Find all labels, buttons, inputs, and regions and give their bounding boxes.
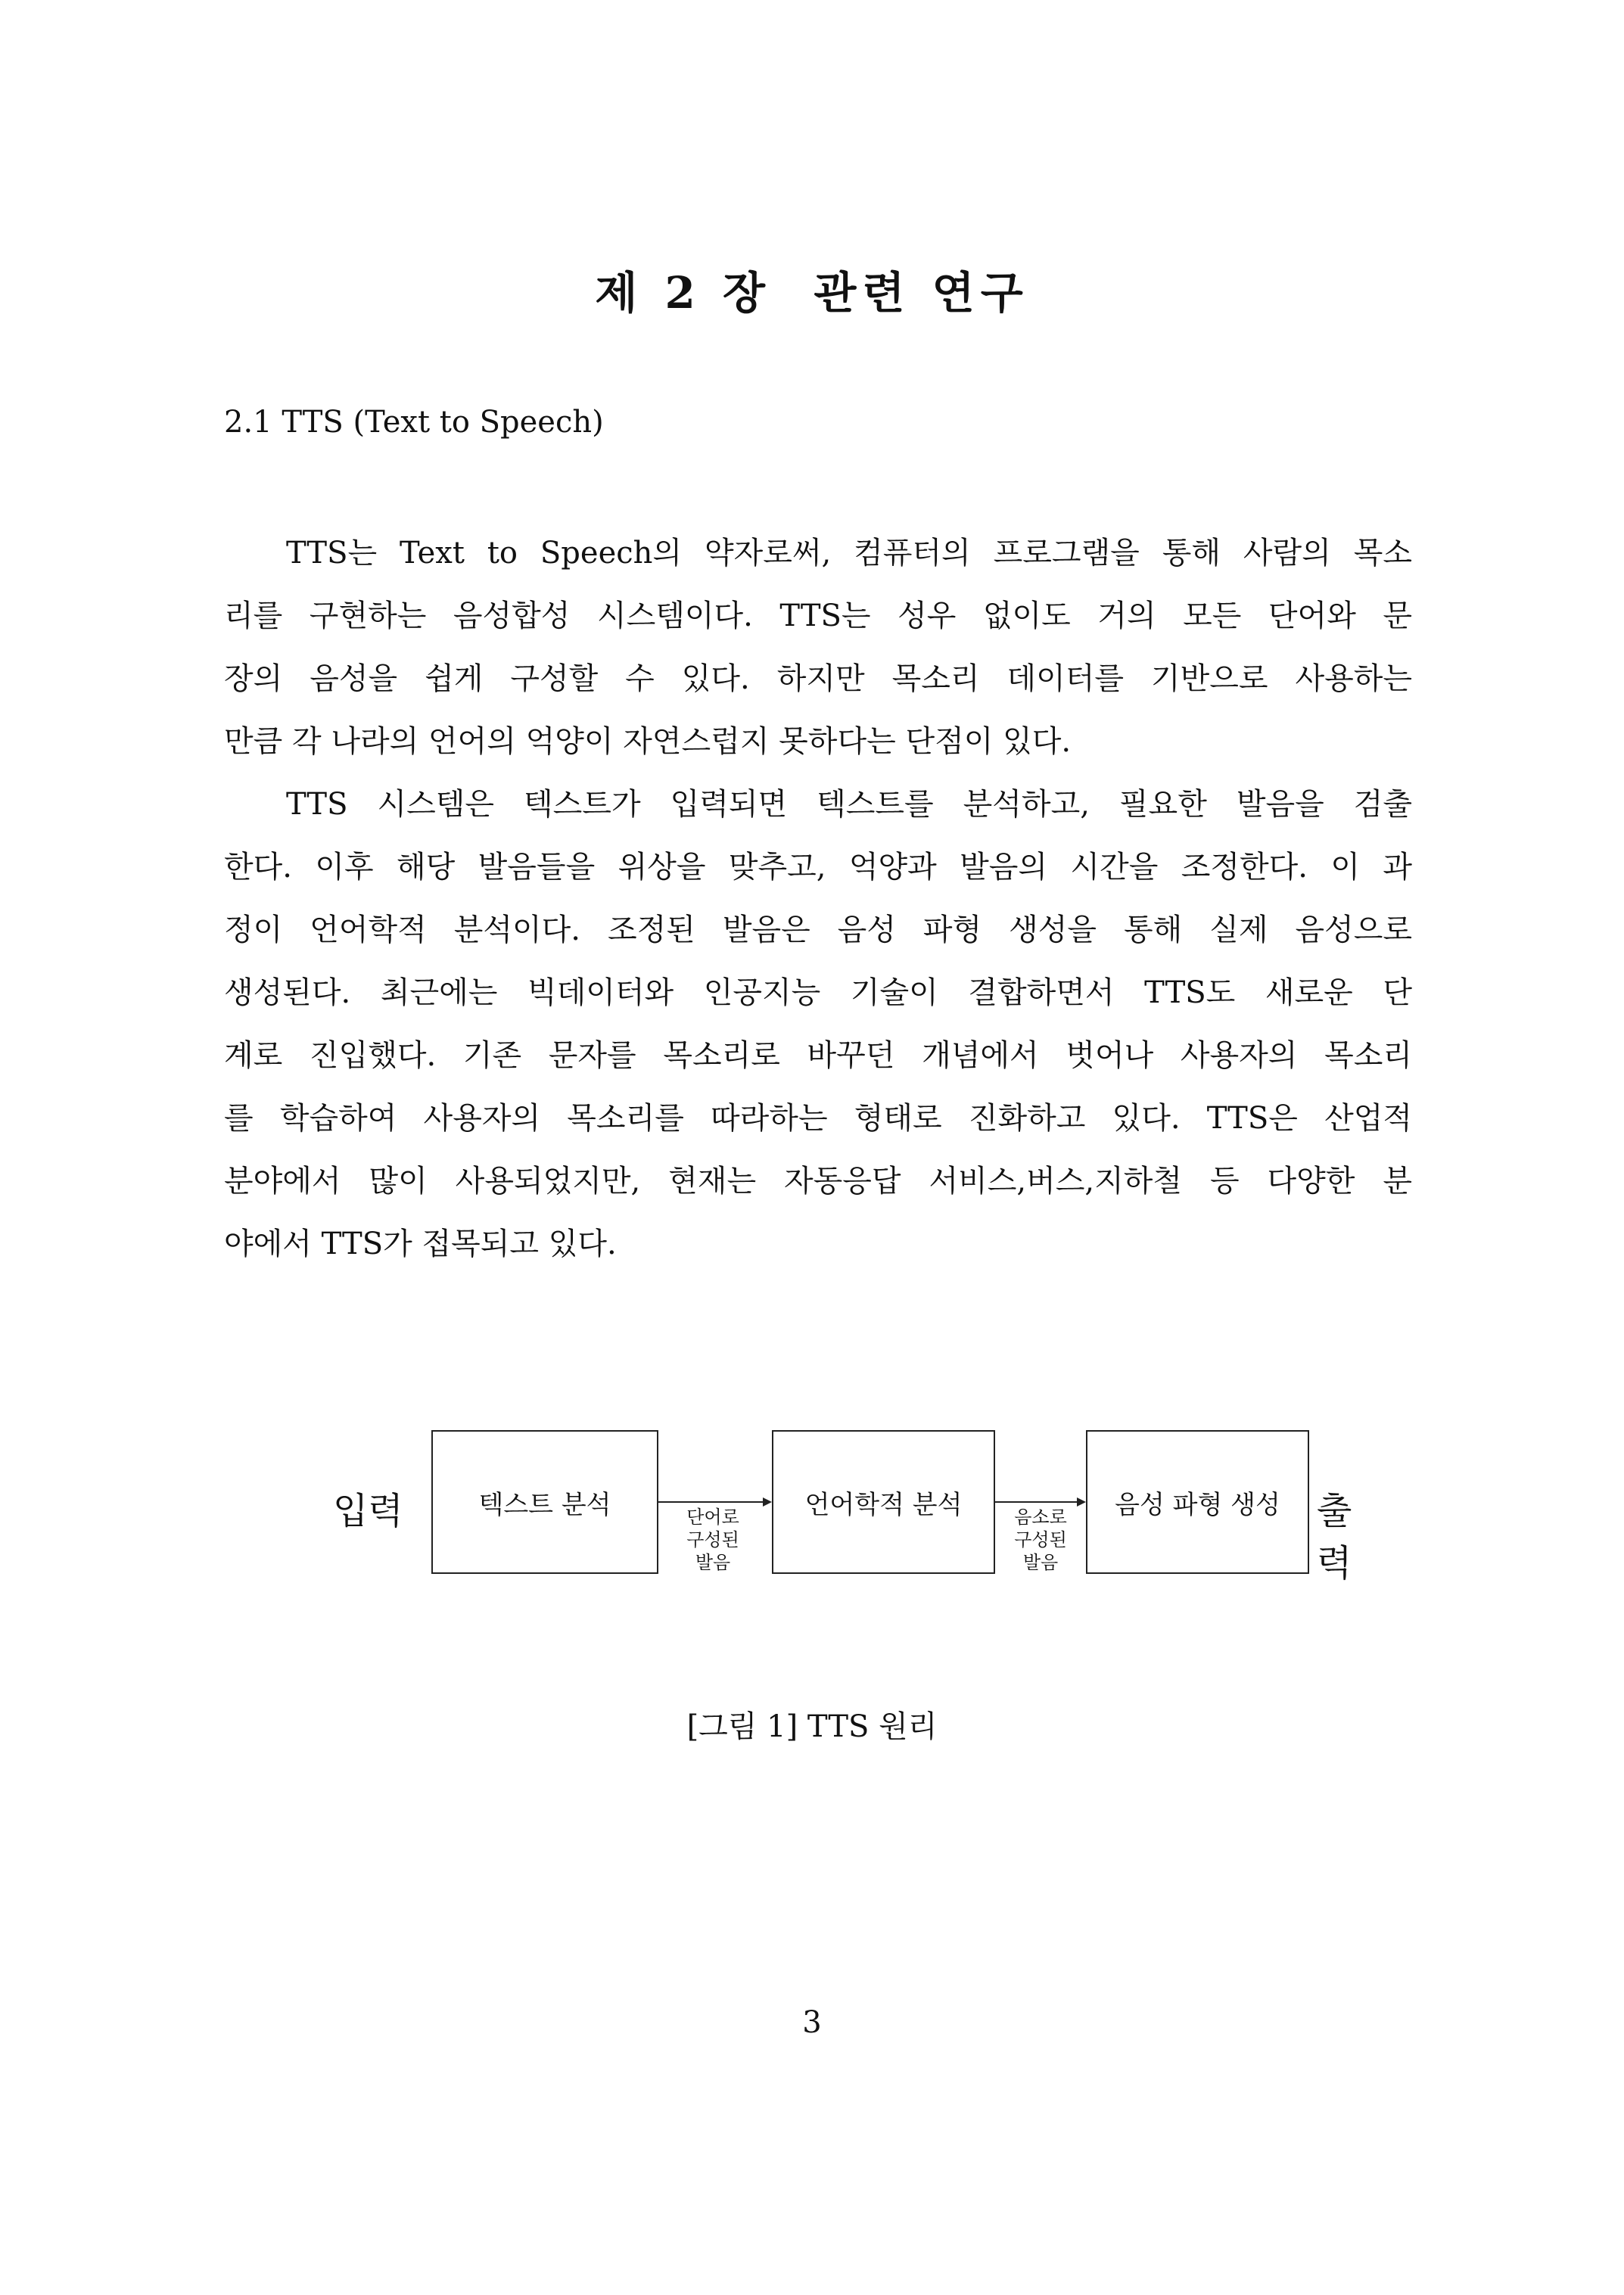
figure-caption: [그림 1] TTS 원리 (686, 1709, 938, 1744)
chapter-title: 제 2 장 관련 연구 (595, 267, 1029, 319)
linguistic-analysis-box (772, 1430, 995, 1574)
paragraph-2 (224, 773, 1412, 1276)
arrow-label-line: 구성된 (686, 1529, 739, 1550)
paragraph-line: 야에서 TTS가 접목되고 있다. (224, 1227, 617, 1261)
paragraph-line: TTS 시스템은 텍스트가 입력되면 텍스트를 분석하고, 필요한 발음을 검출 (286, 787, 1412, 822)
paragraph-line: 한다. 이후 해당 발음들을 위상을 맞추고, 억양과 발음의 시간을 조정한다. 이 과 (224, 850, 1412, 885)
paragraph-line: 리를 구현하는 음성합성 시스템이다. TTS는 성우 없이도 거의 모든 단어와 문 (224, 599, 1412, 633)
arrow-1-label (671, 1506, 754, 1574)
paragraph-line: 계로 진입했다. 기존 문자를 목소리로 바꾸던 개념에서 벗어나 사용자의 목소리 (224, 1038, 1412, 1073)
waveform-generation-box (1086, 1430, 1309, 1574)
tts-flow-diagram (333, 1430, 1352, 1604)
text-analysis-box (431, 1430, 658, 1574)
arrow-2-label (999, 1506, 1082, 1574)
text-analysis-label: 텍스트 분석 (478, 1489, 611, 1520)
paragraph-line: TTS는 Text to Speech의 약자로써, 컴퓨터의 프로그램을 통해 사람의 목소 (286, 536, 1412, 571)
paragraph-line: 생성된다. 최근에는 빅데이터와 인공지능 기술이 결합하면서 TTS도 새로운 단 (224, 975, 1412, 1010)
paragraph-line: 장의 음성을 쉽게 구성할 수 있다. 하지만 목소리 데이터를 기반으로 사용하는 (224, 661, 1412, 696)
section-heading: 2.1 TTS (Text to Speech) (224, 405, 604, 440)
paragraph-line: 를 학습하여 사용자의 목소리를 따라하는 형태로 진화하고 있다. TTS은 산업적 (224, 1101, 1412, 1136)
paragraph-line: 분야에서 많이 사용되었지만, 현재는 자동응답 서비스,버스,지하철 등 다양한 분 (224, 1164, 1412, 1199)
arrow-label-line: 발음 (1022, 1552, 1059, 1573)
paragraph-line: 정이 언어학적 분석이다. 조정된 발음은 음성 파형 생성을 통해 실제 음성으로 (224, 913, 1412, 947)
arrow-label-line: 음소로 (1014, 1507, 1067, 1528)
paragraph-line: 만큼 각 나라의 언어의 억양이 자연스럽지 못하다는 단점이 있다. (224, 724, 1072, 759)
arrow-label-line: 발음 (695, 1552, 731, 1573)
linguistic-analysis-label: 언어학적 분석 (804, 1489, 963, 1520)
page-number: 3 (802, 2005, 822, 2040)
arrow-label-line: 단어로 (686, 1507, 739, 1528)
paragraph-1 (224, 522, 1412, 773)
arrow-label-line: 구성된 (1014, 1529, 1067, 1550)
output-label: 출력 (1317, 1490, 1352, 1584)
waveform-generation-label: 음성 파형 생성 (1115, 1489, 1280, 1520)
input-label: 입력 (333, 1490, 403, 1532)
body-text (224, 522, 1412, 1276)
